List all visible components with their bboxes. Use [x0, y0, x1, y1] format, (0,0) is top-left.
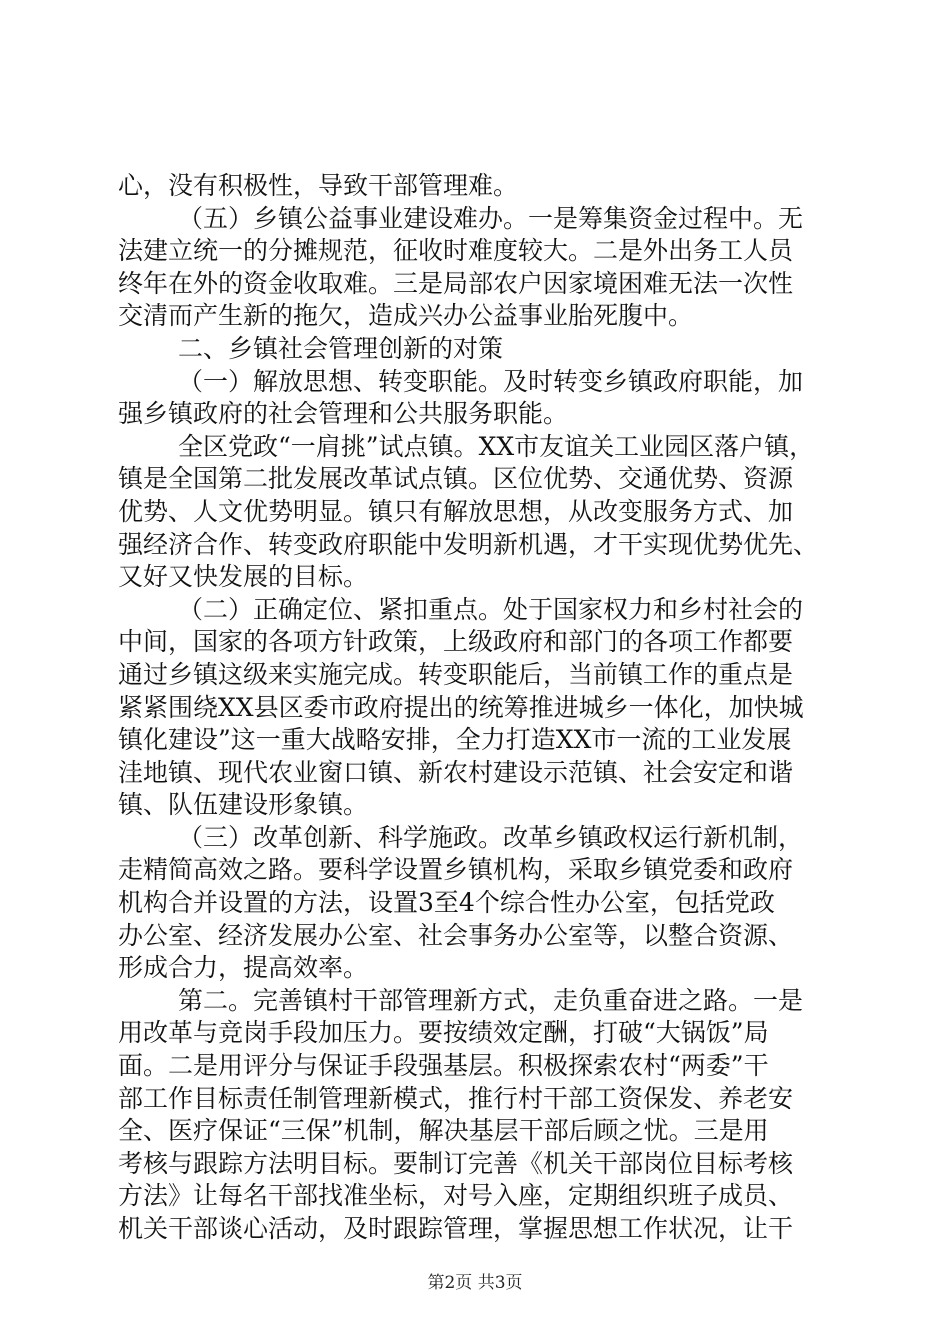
text-line: 强乡镇政府的社会管理和公共服务职能。	[118, 399, 569, 429]
text-line: （三）改革创新、科学施政。改革乡镇政权运行新机制，	[178, 822, 804, 852]
text-line: 考核与跟踪方法明目标。要制订完善《机关干部岗位目标考核	[118, 1148, 794, 1178]
text-line: 全区党政“一肩挑”试点镇。XX市友谊关工业园区落户镇，	[178, 431, 815, 461]
text-line: 第二。完善镇村干部管理新方式，走负重奋进之路。一是	[178, 985, 804, 1015]
text-line: 用改革与竞岗手段加压力。要按绩效定酬，打破“大锅饭”局	[118, 1018, 769, 1048]
text-line: 优势、人文优势明显。镇只有解放思想，从改变服务方式、加	[118, 496, 794, 526]
text-line: 交清而产生新的拖欠，造成兴办公益事业胎死腹中。	[118, 301, 694, 331]
text-line: 全、医疗保证“三保”机制，解决基层干部后顾之忧。三是用	[118, 1116, 769, 1146]
text-line: 镇、队伍建设形象镇。	[118, 790, 369, 820]
text-line: （一）解放思想、转变职能。及时转变乡镇政府职能，加	[178, 366, 804, 396]
text-line: 面。二是用评分与保证手段强基层。积极探索农村“两委”干	[118, 1051, 769, 1081]
text-line: 通过乡镇这级来实施完成。转变职能后，当前镇工作的重点是	[118, 659, 794, 689]
text-line: 走精简高效之路。要科学设置乡镇机构，采取乡镇党委和政府	[118, 855, 794, 885]
text-line: 镇化建设”这一重大战略安排，全力打造XX市一流的工业发展	[118, 725, 792, 755]
text-line: 机关干部谈心活动，及时跟踪管理，掌握思想工作状况，让干	[118, 1214, 794, 1243]
text-line: 终年在外的资金收取难。三是局部农户因家境困难无法一次性	[118, 268, 794, 298]
text-line: 洼地镇、现代农业窗口镇、新农村建设示范镇、社会安定和谐	[118, 757, 794, 787]
text-line: 部工作目标责任制管理新模式，推行村干部工资保发、养老安	[118, 1083, 794, 1113]
text-line: 形成合力，提高效率。	[118, 953, 369, 983]
text-line: （五）乡镇公益事业建设难办。一是筹集资金过程中。无	[178, 203, 804, 233]
text-line: 机构合并设置的方法，设置3至4个综合性办公室，包括党政	[118, 888, 775, 918]
text-line: 办公室、经济发展办公室、社会事务办公室等，以整合资源、	[118, 920, 794, 950]
text-line: 方法》让每名干部找准坐标，对号入座，定期组织班子成员、	[118, 1181, 794, 1211]
text-line: 又好又快发展的目标。	[118, 562, 369, 592]
section-heading: 二、乡镇社会管理创新的对策	[178, 333, 504, 363]
text-line: 强经济合作、转变政府职能中发明新机遇，才干实现优势优先、	[118, 529, 819, 559]
text-line: 镇是全国第二批发展改革试点镇。区位优势、交通优势、资源	[118, 464, 794, 494]
text-line: 法建立统一的分摊规范，征收时难度较大。二是外出务工人员	[118, 236, 794, 266]
text-line: （二）正确定位、紧扣重点。处于国家权力和乡村社会的	[178, 594, 804, 624]
page-number: 第2页 共3页	[427, 1273, 523, 1293]
text-line: 紧紧围绕XX县区委市政府提出的统筹推进城乡一体化，加快城	[118, 692, 804, 722]
text-line: 中间，国家的各项方针政策，上级政府和部门的各项工作都要	[118, 627, 794, 657]
text-line: 心，没有积极性，导致干部管理难。	[118, 171, 519, 200]
body-text	[118, 170, 838, 1246]
